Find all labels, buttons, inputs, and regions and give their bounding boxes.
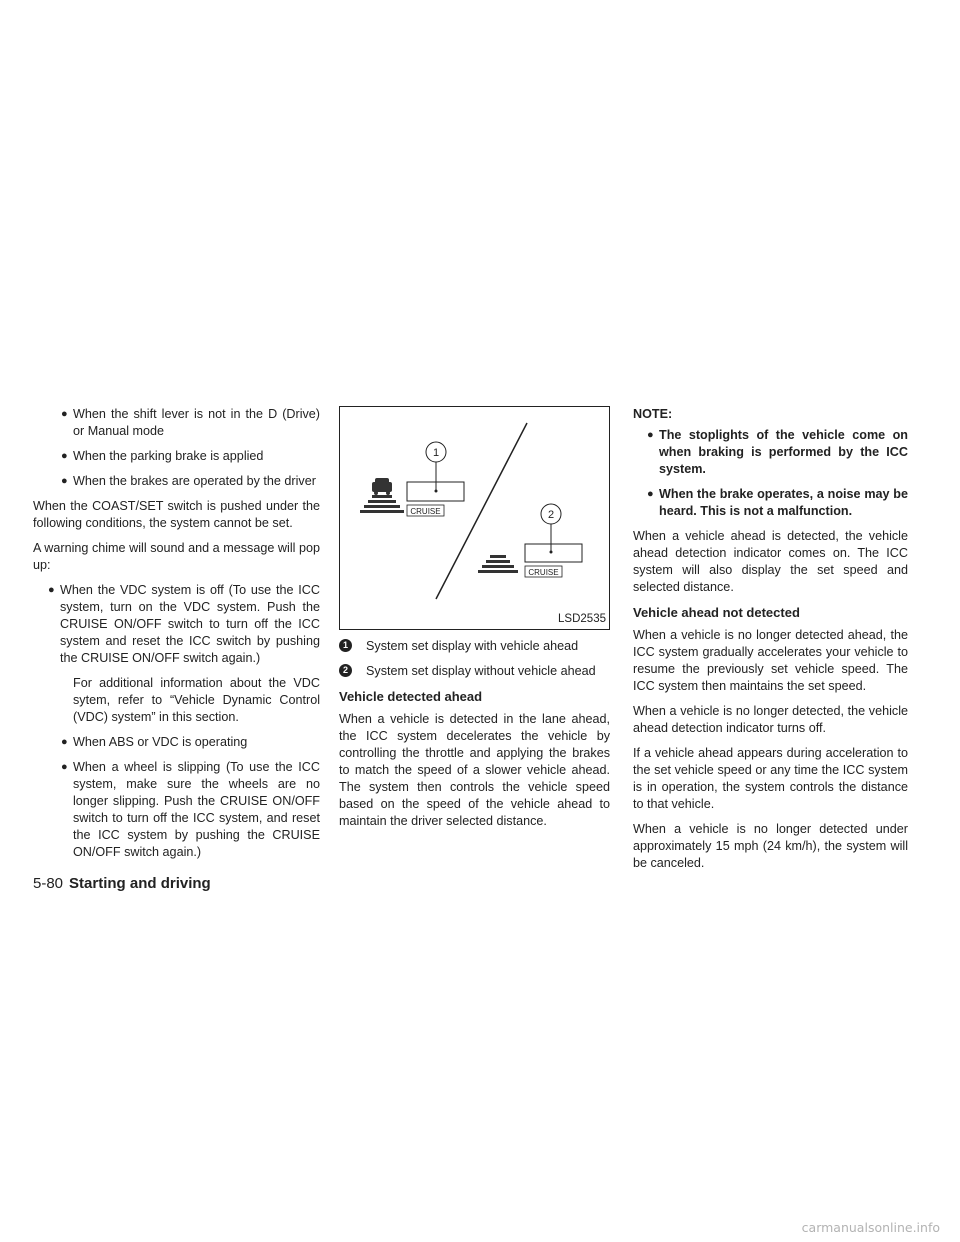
speed-box (525, 544, 582, 562)
section-heading: Vehicle ahead not detected (633, 605, 800, 620)
distance-bars-icon (478, 555, 518, 573)
note-block (633, 406, 908, 520)
figure-caption (339, 663, 610, 680)
bullet-icon: ● (647, 488, 654, 500)
paragraph: When the COAST/SET switch is pushed under the following conditions, the system cannot be set. (33, 499, 320, 530)
paragraph: For additional information about the VDC sytem, refer to “Vehicle Dynamic Control (VDC) system” in this section. (73, 676, 320, 724)
bullet-icon: ● (61, 408, 68, 420)
column-1 (33, 406, 320, 869)
note-label: NOTE: (633, 407, 673, 421)
caption-text: System set display without vehicle ahead (366, 664, 596, 678)
bullet-text: When the shift lever is not in the D (Drive) or Manual mode (73, 407, 320, 438)
icc-display-figure (339, 406, 610, 630)
list-item (633, 486, 908, 520)
icc-display-diagram (340, 407, 608, 628)
distance-bars-icon (360, 495, 404, 513)
list-item (633, 427, 908, 478)
figure-caption (339, 638, 610, 655)
vehicle-ahead-icon (372, 478, 392, 495)
caption-text: System set display with vehicle ahead (366, 639, 579, 653)
paragraph: A warning chime will sound and a message will pop up: (33, 541, 320, 572)
paragraph: If a vehicle ahead appears during acceleration to the set vehicle speed or any time the ICC system is in operation, the system controls the distance to that vehicle. (633, 746, 908, 811)
list-item (33, 448, 320, 465)
figure-code: LSD2535 (558, 613, 606, 625)
page-number: 5-80 (33, 875, 64, 892)
bullet-text: When the parking brake is applied (73, 449, 264, 463)
paragraph: When a vehicle is no longer detected ahead, the ICC system gradually accelerates your vehicle to resume the previously set vehicle speed. The ICC system then maintains the set speed. (633, 628, 908, 693)
bullet-text: When ABS or VDC is operating (73, 735, 248, 749)
bullet-icon: ● (61, 736, 68, 748)
section-heading: Vehicle detected ahead (339, 689, 483, 704)
bullet-text: When a wheel is slipping (To use the ICC system, make sure the wheels are no longer slipping. Push the CRUISE ON/OFF switch to turn off the ICC system, and reset the ICC system by pushing the CRUISE ON/OFF switch again.) (73, 760, 320, 859)
paragraph: When a vehicle ahead is detected, the vehicle ahead detection indicator comes on. The ICC system will also display the set speed and selected distance. (633, 529, 908, 594)
cruise-label: CRUISE (528, 568, 559, 577)
list-item (33, 473, 320, 490)
list-item (33, 759, 320, 861)
bullet-icon: ● (61, 450, 68, 462)
column-2 (339, 406, 610, 838)
bullet-text: When the brake operates, a noise may be heard. This is not a malfunction. (659, 487, 908, 518)
paragraph: When a vehicle is no longer detected, the vehicle ahead detection indicator turns off. (633, 704, 908, 735)
section-title: Starting and driving (69, 875, 211, 892)
list-item (33, 582, 320, 667)
paragraph: When a vehicle is no longer detected under approximately 15 mph (24 km/h), the system will be canceled. (633, 822, 908, 870)
cruise-label: CRUISE (410, 507, 441, 516)
callout-number-icon: 1 (339, 639, 352, 652)
bullet-text: When the brakes are operated by the driver (73, 474, 316, 488)
bullet-text: When the VDC system is off (To use the ICC system, turn on the VDC system. Push the CRUISE ON/OFF switch to turn off the ICC system and reset the ICC switch by pushing the CRUISE ON/OFF switch again.) (60, 583, 320, 665)
bullet-icon: ● (61, 475, 68, 487)
callout-number-icon: 2 (339, 664, 352, 677)
callout-1-number: 1 (432, 447, 440, 459)
callout-2-number: 2 (547, 509, 555, 521)
bullet-icon: ● (647, 429, 654, 441)
bullet-icon: ● (48, 584, 55, 596)
bullet-text: The stoplights of the vehicle come on when braking is performed by the ICC system. (659, 428, 908, 476)
page-footer (33, 875, 211, 892)
paragraph: When a vehicle is detected in the lane ahead, the ICC system decelerates the vehicle by controlling the throttle and applying the brakes to match the speed of a slower vehicle ahead. The system then controls the vehicle speed based on the speed of the vehicle ahead to maintain the driver selected distance. (339, 712, 610, 828)
column-3 (633, 406, 908, 880)
watermark: carmanualsonline.info (801, 1220, 940, 1235)
list-item (33, 734, 320, 751)
list-item (33, 406, 320, 440)
bullet-icon: ● (61, 761, 68, 773)
